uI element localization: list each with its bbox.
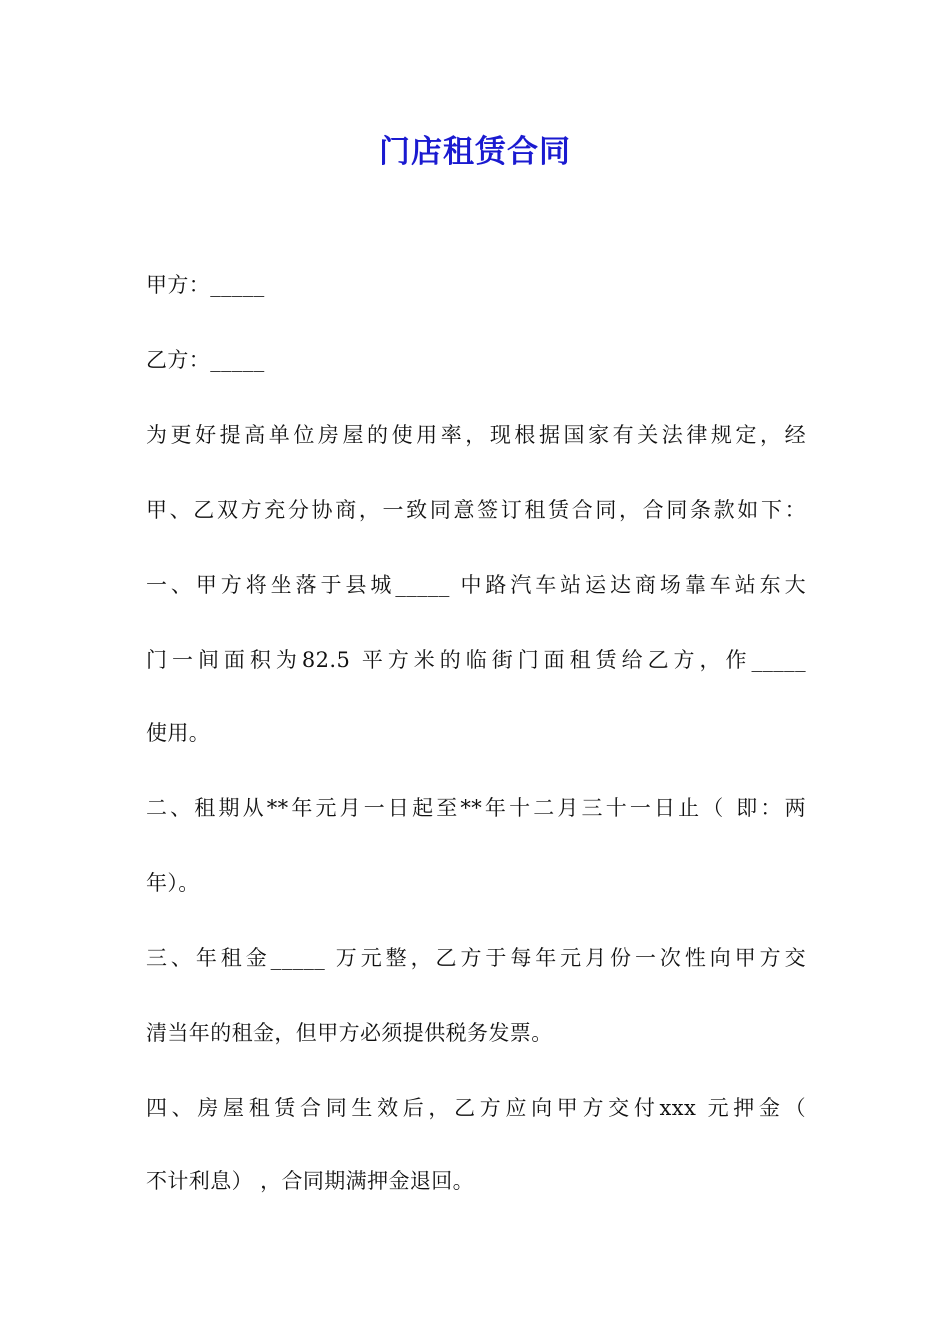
clause-3-line-2: 清当年的租金，但甲方必须提供税务发票。 <box>146 1021 553 1045</box>
document-title: 门店租赁合同 <box>379 134 571 170</box>
intro-line-1: 为更好提高单位房屋的使用率，现根据国家有关法律规定，经 <box>146 423 806 447</box>
clause-4-line-2: 不计利息） ，合同期满押金退回。 <box>146 1169 475 1193</box>
clause-4-line-1: 四、房屋租赁合同生效后，乙方应向甲方交付xxx 元押金（ <box>146 1096 806 1120</box>
clause-2-line-2: 年）。 <box>146 871 200 895</box>
intro-line-2: 甲、乙双方充分协商，一致同意签订租赁合同，合同条款如下： <box>146 498 806 522</box>
party-a-line: 甲方：_____ <box>146 273 265 297</box>
clause-3-line-1: 三、年租金_____ 万元整，乙方于每年元月份一次性向甲方交 <box>146 946 806 970</box>
clause-2-line-1: 二、租期从**年元月一日起至**年十二月三十一日止（ 即：两 <box>146 796 806 820</box>
clause-1-line-1: 一、甲方将坐落于县城_____ 中路汽车站运达商场靠车站东大 <box>146 573 806 597</box>
clause-1-line-3: 使用。 <box>146 721 211 745</box>
party-b-line: 乙方：_____ <box>146 348 265 372</box>
clause-1-line-2: 门一间面积为82.5 平方米的临街门面租赁给乙方，作_____ <box>146 648 806 672</box>
